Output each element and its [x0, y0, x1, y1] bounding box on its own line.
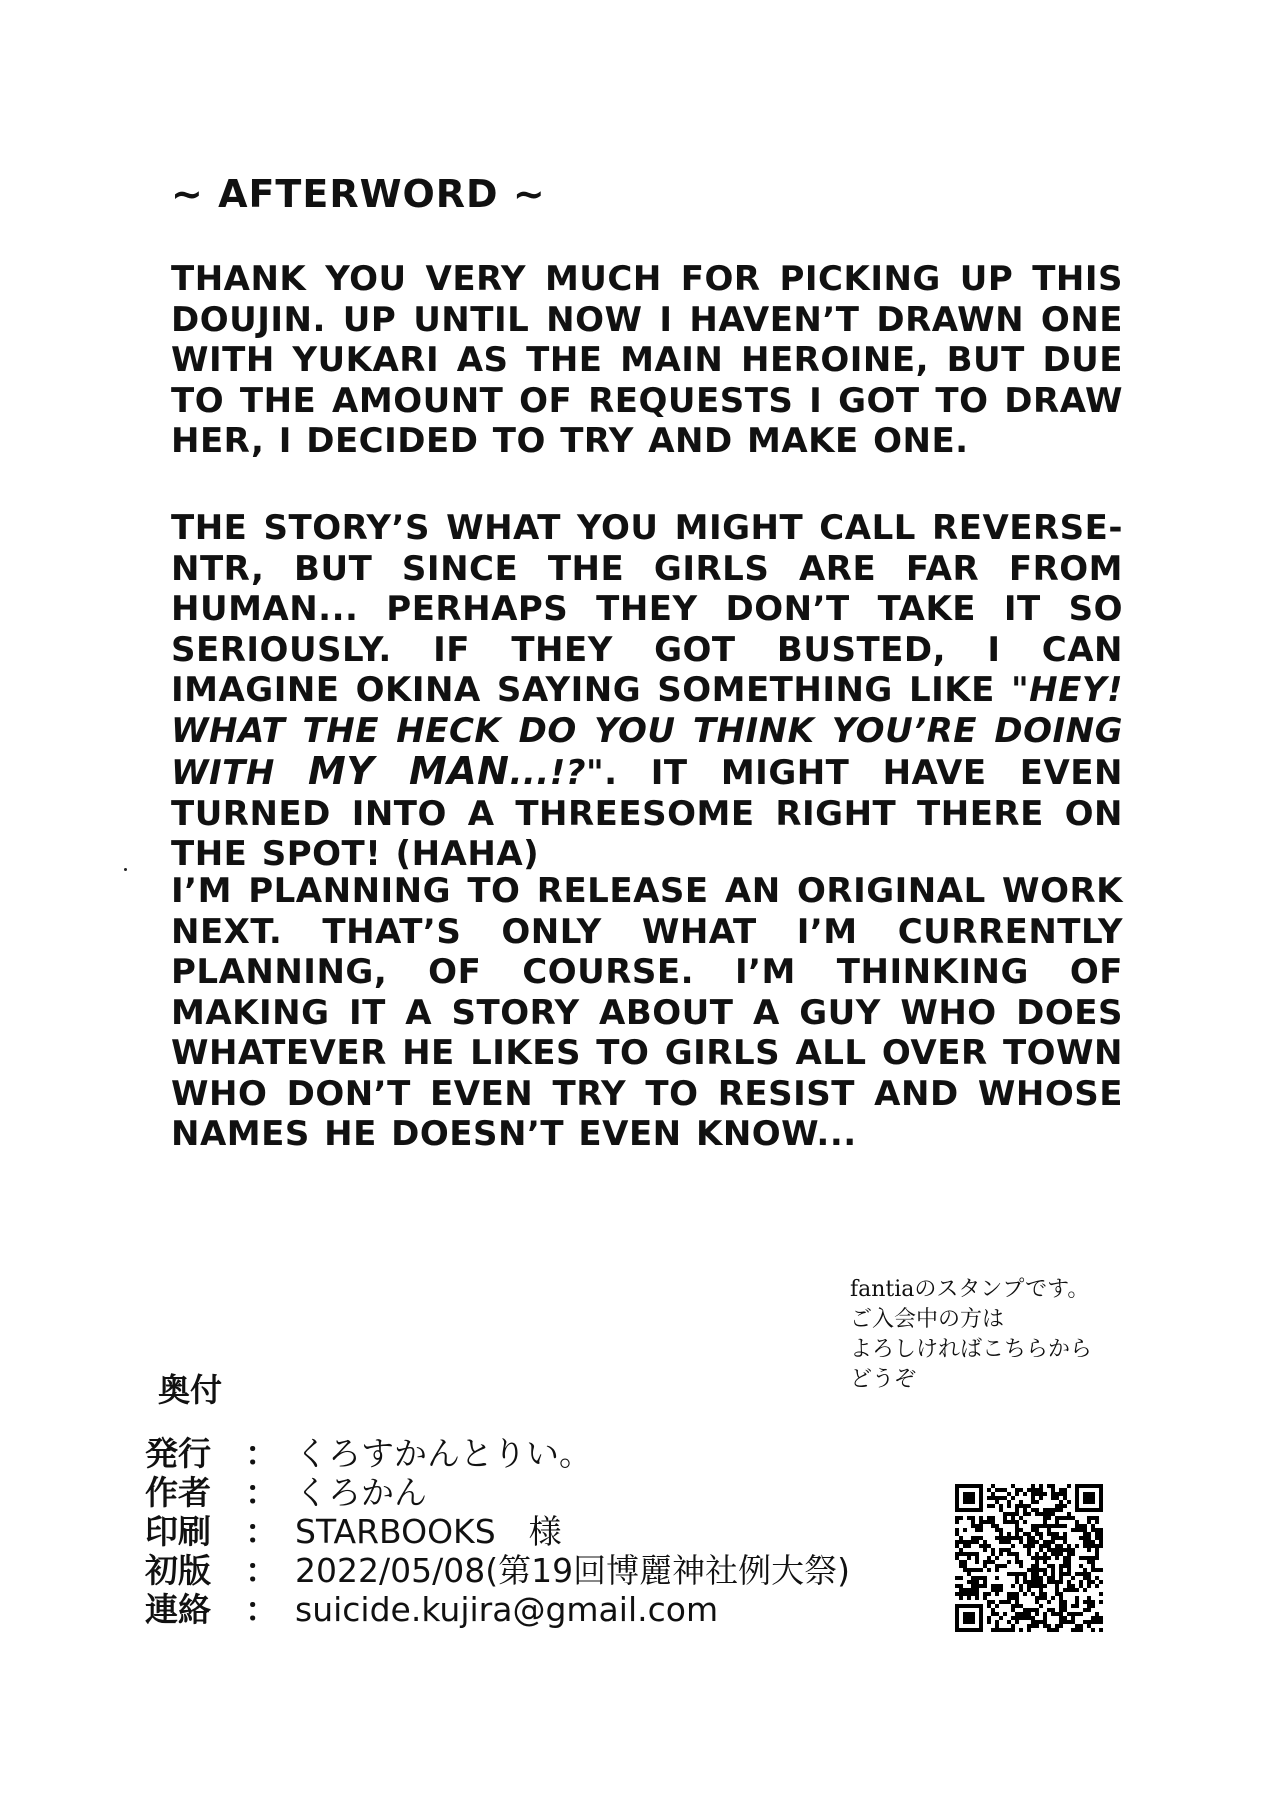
- afterword-paragraph-3: I’M PLANNING TO RELEASE AN ORIGINAL WORK NEXT. THAT’S ONLY WHAT I’M CURRENTLY PLANNING, OF COURSE. I’M THINKING OF MAKING IT A STORY ABOUT A GUY WHO DOES WHATEVER HE LIKES TO GIRLS ALL OVER TOWN WHO DON’T EVEN TRY TO RESIST AND WHOSE NAMES HE DOESN’T EVEN KNOW...: [171, 871, 1123, 1154]
- fantia-stamp-note: fantiaのスタンプです。 ご入会中の方は よろしければこちらから どうぞ: [850, 1277, 1093, 1392]
- colophon-row: [145, 1473, 850, 1512]
- okina-quote-part-1: "HEY! WHAT THE HECK DO YOU THINK YOU’RE DOING WITH: [171, 670, 1123, 793]
- colophon-value: くろすかんとりい。: [295, 1434, 592, 1473]
- colophon-separator: ：: [245, 1434, 278, 1473]
- colophon-label: 発行: [145, 1434, 211, 1473]
- stray-dot: [124, 868, 127, 871]
- colophon-label: 印刷: [145, 1512, 211, 1551]
- okina-quote-part-2: ...!?": [509, 753, 605, 793]
- colophon-separator: ：: [245, 1551, 278, 1590]
- colophon-label: 連絡: [145, 1590, 211, 1629]
- colophon-value: STARBOOKS 様: [295, 1512, 562, 1551]
- colophon-heading: 奥付: [158, 1371, 223, 1409]
- colophon-separator: ：: [245, 1473, 278, 1512]
- paragraph-2-text-a: THE STORY’S WHAT YOU MIGHT CALL REVERSE-NTR, BUT SINCE THE GIRLS ARE FAR FROM HUMAN... PERHAPS THEY DON’T TAKE IT SO SERIOUSLY. IF THEY GOT BUSTED, I CAN IMAGINE OKINA SAYING SOMETHING LIKE: [171, 508, 1123, 710]
- afterword-paragraph-1: THANK YOU VERY MUCH FOR PICKING UP THIS DOUJIN. UP UNTIL NOW I HAVEN’T DRAWN ONE WITH YUKARI AS THE MAIN HEROINE, BUT DUE TO THE AMOUNT OF REQUESTS I GOT TO DRAW HER, I DECIDED TO TRY AND MAKE ONE.: [171, 259, 1123, 461]
- colophon-label: 作者: [145, 1473, 211, 1512]
- colophon-value: 2022/05/08(第19回博麗神社例大祭): [295, 1551, 850, 1590]
- afterword-paragraph-2: [171, 508, 1123, 875]
- colophon-separator: ：: [245, 1512, 278, 1551]
- contact-email[interactable]: suicide.kujira@gmail.com: [295, 1590, 719, 1629]
- okina-quote-emphasis: MY MAN: [308, 749, 510, 793]
- colophon-row: [145, 1512, 850, 1551]
- paragraph-2-text-b: . IT MIGHT HAVE EVEN TURNED INTO A THREESOME RIGHT THERE ON THE SPOT! (HAHA): [171, 753, 1123, 874]
- colophon-list: [145, 1434, 850, 1629]
- colophon-row: [145, 1551, 850, 1590]
- colophon-value: くろかん: [295, 1473, 427, 1512]
- colophon-row: [145, 1590, 850, 1629]
- colophon-label: 初版: [145, 1551, 211, 1590]
- colophon-separator: ：: [245, 1590, 278, 1629]
- qr-code-icon[interactable]: [955, 1484, 1103, 1632]
- colophon-row: [145, 1434, 850, 1473]
- afterword-title: ~ AFTERWORD ~: [171, 172, 546, 216]
